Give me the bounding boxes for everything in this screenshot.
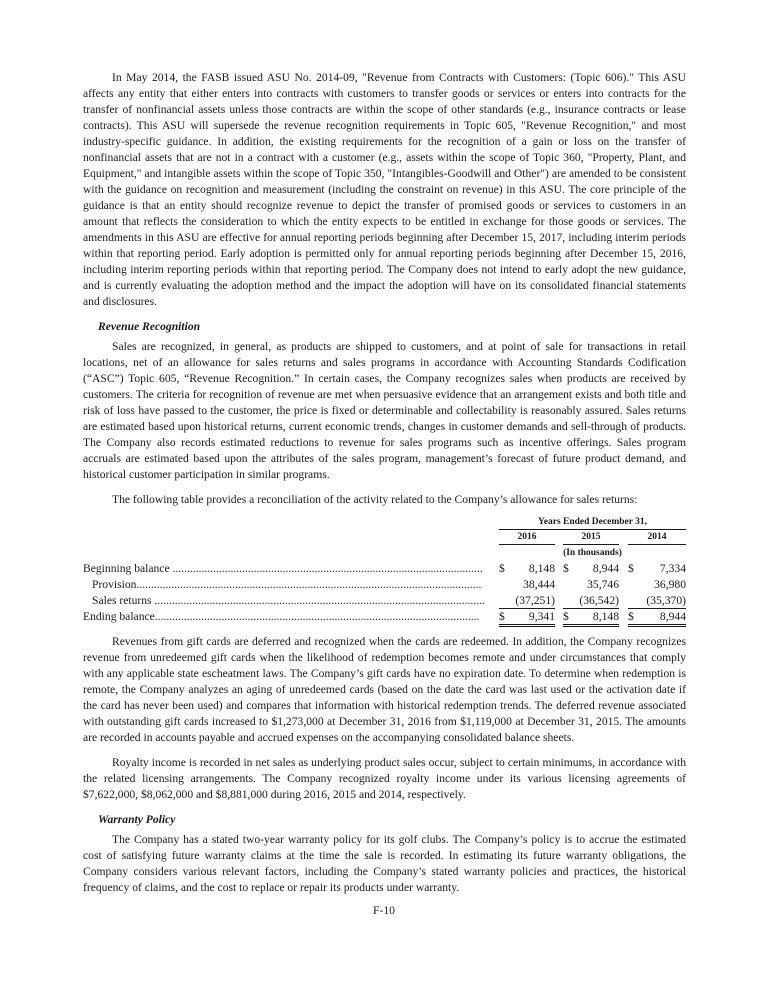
gift-cards-paragraph: Revenues from gift cards are deferred and recognized when the cards are redeemed. In addition, the Company recognizes revenue from unredeemed gift cards when the likelihood of redemption becomes remote and under circumstances that comply with any applicable state escheatment laws. The Company’s gift cards have no expiration date. To determine when redemption is remote, the Company analyzes an aging of unredeemed cards (based on the date the card was last used or the activation date if the card has never been used) and compares that information with historical redemption trends. The deferred revenue associated with outstanding gift cards increased to $1,273,000 at December 31, 2016 from $1,119,000 at December 31, 2015. The amounts are recorded in accounts payable and accrued expenses on the accompanying consolidated balance sheets. bbox=[83, 635, 686, 744]
cell bbox=[499, 609, 555, 627]
sales-returns-allowance-table bbox=[83, 515, 686, 625]
unit-note: (In thousands) bbox=[563, 548, 622, 558]
currency-symbol: $ bbox=[563, 562, 569, 575]
cell bbox=[628, 577, 686, 592]
period-header: Years Ended December 31, bbox=[499, 515, 686, 530]
page-number: F-10 bbox=[373, 904, 395, 917]
row-label-sales-returns: Sales returns .................................................................................................................. bbox=[92, 594, 485, 607]
cell-value: 8,148 bbox=[592, 610, 619, 623]
revenue-recognition-paragraph: Sales are recognized, in general, as products are shipped to customers, and at point of sale for transactions in retail locations, net of an allowance for sales returns and sales programs in accordance with Accounting Standards Codification (“ASC”) Topic 605, “Revenue Recognition.” In certain cases, the Company recognizes sales when products are received by customers. The criteria for recognition of revenue are met when persuasive evidence that an arrangement exists and both title and risk of loss have passed to the customer, the price is fixed or determinable and collectability is reasonably assured. Sales returns are estimated based upon historical returns, current economic trends, changes in customer demands and sell-through of products. The Company also records estimated reductions to revenue for sales programs such as incentive offerings. Sales program accruals are estimated based upon the attributes of the sales program, management’s forecast of future product demand, and historical customer participation in similar programs. bbox=[83, 340, 686, 481]
revenue-recognition-heading: Revenue Recognition bbox=[98, 320, 201, 333]
table-row bbox=[83, 577, 686, 593]
royalty-income-paragraph: Royalty income is recorded in net sales as underlying product sales occur, subject to certain minimums, in accordance with the related licensing arrangements. The Company recognized royalty income under its various licensing agreements of $7,622,000, $8,062,000 and $8,881,000 during 2016, 2015 and 2014, respectively. bbox=[83, 756, 686, 801]
warranty-policy-paragraph: The Company has a stated two-year warranty policy for its golf clubs. The Company’s policy is to accrue the estimated cost of satisfying future warranty claims at the time the sale is recorded. In estimating its future warranty obligations, the Company considers various relevant factors, including the Company’s stated warranty policies and practices, the historical frequency of claims, and the cost to replace or repair its products under warranty. bbox=[83, 833, 686, 894]
cell-value: (37,251) bbox=[515, 594, 555, 607]
cell-value: 35,746 bbox=[587, 578, 619, 591]
cell bbox=[628, 593, 686, 609]
table-row bbox=[83, 561, 686, 577]
table-header bbox=[83, 515, 686, 561]
cell bbox=[563, 561, 619, 576]
cell-value: (36,542) bbox=[579, 594, 619, 607]
cell bbox=[499, 577, 555, 592]
currency-symbol: $ bbox=[499, 610, 505, 623]
cell-value: 8,944 bbox=[659, 610, 686, 623]
cell bbox=[563, 577, 619, 592]
cell bbox=[563, 593, 619, 609]
cell bbox=[628, 609, 686, 627]
cell bbox=[499, 561, 555, 576]
asu-2014-09-paragraph: In May 2014, the FASB issued ASU No. 2014-09, "Revenue from Contracts with Customers: (Topic 606)." This ASU affects any entity that either enters into contracts with customers to transfer goods or services or enters into contracts for the transfer of nonfinancial assets unless those contracts are within the scope of other standards (e.g., insurance contracts or lease contracts). This ASU will supersede the revenue recognition requirements in Topic 605, "Revenue Recognition," and most industry-specific guidance. In addition, the existing requirements for the recognition of a gain or loss on the transfer of nonfinancial assets that are not in a contract with a customer (e.g., assets within the scope of Topic 360, "Property, Plant, and Equipment," and intangible assets within the scope of Topic 350, "Intangibles-Goodwill and Other") are amended to be consistent with the guidance on recognition and measurement (including the constraint on revenue) in this ASU. The core principle of the guidance is that an entity should recognize revenue to depict the transfer of promised goods or services to customers in an amount that reflects the consideration to which the entity expects to be entitled in exchange for those goods or services. The amendments in this ASU are effective for annual reporting periods beginning after December 15, 2017, including interim periods within that reporting period. Early adoption is permitted only for annual reporting periods beginning after December 15, 2016, including interim reporting periods within that reporting period. The Company does not intend to early adopt the new guidance, and is currently evaluating the adoption method and the impact the adoption will have on its consolidated financial statements and disclosures. bbox=[83, 71, 686, 308]
row-label-ending-balance: Ending balance................................................................................................................ bbox=[83, 610, 480, 623]
cell bbox=[628, 561, 686, 576]
warranty-policy-heading: Warranty Policy bbox=[98, 813, 176, 826]
cell-value: 36,980 bbox=[654, 578, 686, 591]
currency-symbol: $ bbox=[563, 610, 569, 623]
currency-symbol: $ bbox=[628, 562, 634, 575]
row-label-provision: Provision....................................................................................................................... bbox=[92, 578, 482, 591]
column-header-2015: 2015 bbox=[563, 530, 619, 545]
table-row bbox=[83, 609, 686, 625]
cell-value: 8,944 bbox=[592, 562, 619, 575]
column-header-2014: 2014 bbox=[628, 530, 686, 545]
cell-value: 38,444 bbox=[523, 578, 555, 591]
document-page bbox=[83, 70, 686, 896]
cell-value: 9,341 bbox=[528, 610, 555, 623]
column-header-2016: 2016 bbox=[499, 530, 555, 545]
cell-value: (35,370) bbox=[646, 594, 686, 607]
table-row bbox=[83, 593, 686, 609]
cell bbox=[563, 609, 619, 627]
currency-symbol: $ bbox=[628, 610, 634, 623]
cell-value: 8,148 bbox=[528, 562, 555, 575]
currency-symbol: $ bbox=[499, 562, 505, 575]
cell bbox=[499, 593, 555, 609]
row-label-beginning-balance: Beginning balance ........................................................................................................... bbox=[83, 562, 483, 575]
cell-value: 7,334 bbox=[659, 562, 686, 575]
table-intro-paragraph: The following table provides a reconciliation of the activity related to the Company’s allowance for sales returns: bbox=[112, 493, 638, 506]
